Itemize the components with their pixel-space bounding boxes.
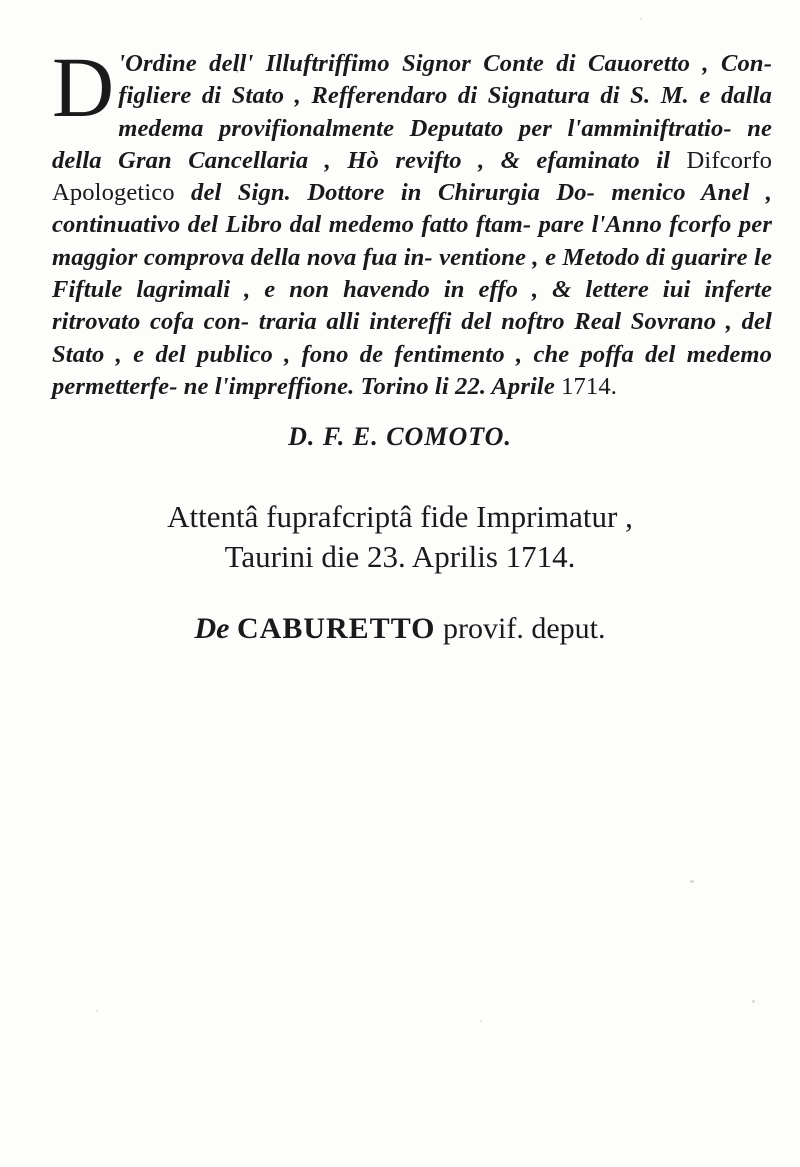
paragraph-line-title: Difcorfo Apologetico (52, 146, 773, 207)
paragraph-line: dalla medema provifionalmente Deputato per l'amminiftratio- (118, 82, 773, 142)
paragraph-line: figliere di Stato , Refferendaro di Signatura di S. M. e (118, 82, 711, 110)
deputy-prefix: De (194, 612, 230, 645)
paper-speck (96, 1010, 98, 1012)
paragraph-line: publico , fono de fentimento , che poffa del medemo permetterfe- (52, 340, 772, 400)
paragraph-line: 'Ordine dell' Illuftriffimo Signor Conte di Cauoretto , Con- (118, 50, 772, 77)
deputy-name: CABURETTO (237, 612, 436, 645)
paragraph-line: traria alli intereffi del noftro Real Sovrano , del Stato , e del (52, 308, 772, 368)
paragraph-line: ne l'impreffione. Torino li 22. Aprile (183, 372, 555, 400)
approval-paragraph (52, 39, 773, 403)
paper-speck (640, 18, 642, 20)
censor-signature: D. F. E. COMOTO. (288, 422, 512, 451)
imprimatur-line: Attentâ fuprafcriptâ fide Imprimatur , (167, 499, 633, 534)
deputy-title: provif. deput. (443, 612, 606, 645)
paragraph-year: 1714. (554, 372, 617, 400)
paragraph-line: pare l'Anno fcorfo per maggior comprova della nova fua in- (52, 211, 772, 271)
paragraph-line: ne della Gran Cancellaria , Hò revifto , & efaminato il (52, 114, 772, 174)
imprimatur-line: Taurini die 23. Aprilis 1714. (224, 539, 576, 574)
deputy-signature (0, 612, 800, 646)
paragraph-line: del Sign. Dottore in Chirurgia Do- (174, 179, 595, 207)
paragraph-line: ventione , e Metodo di guarire le Fiftule lagrimali , e non (52, 243, 773, 304)
drop-cap: D (52, 39, 115, 135)
paragraph-line: havendo in effo , & lettere iui inferte ritrovato cofa con- (52, 276, 772, 336)
paragraph-line: menico Anel , continuativo del Libro dal medemo fatto ftam- (52, 179, 772, 239)
paper-speck (480, 1020, 482, 1022)
paper-speck (752, 1000, 755, 1003)
imprimatur-block (0, 497, 800, 577)
paper-speck (690, 880, 694, 883)
